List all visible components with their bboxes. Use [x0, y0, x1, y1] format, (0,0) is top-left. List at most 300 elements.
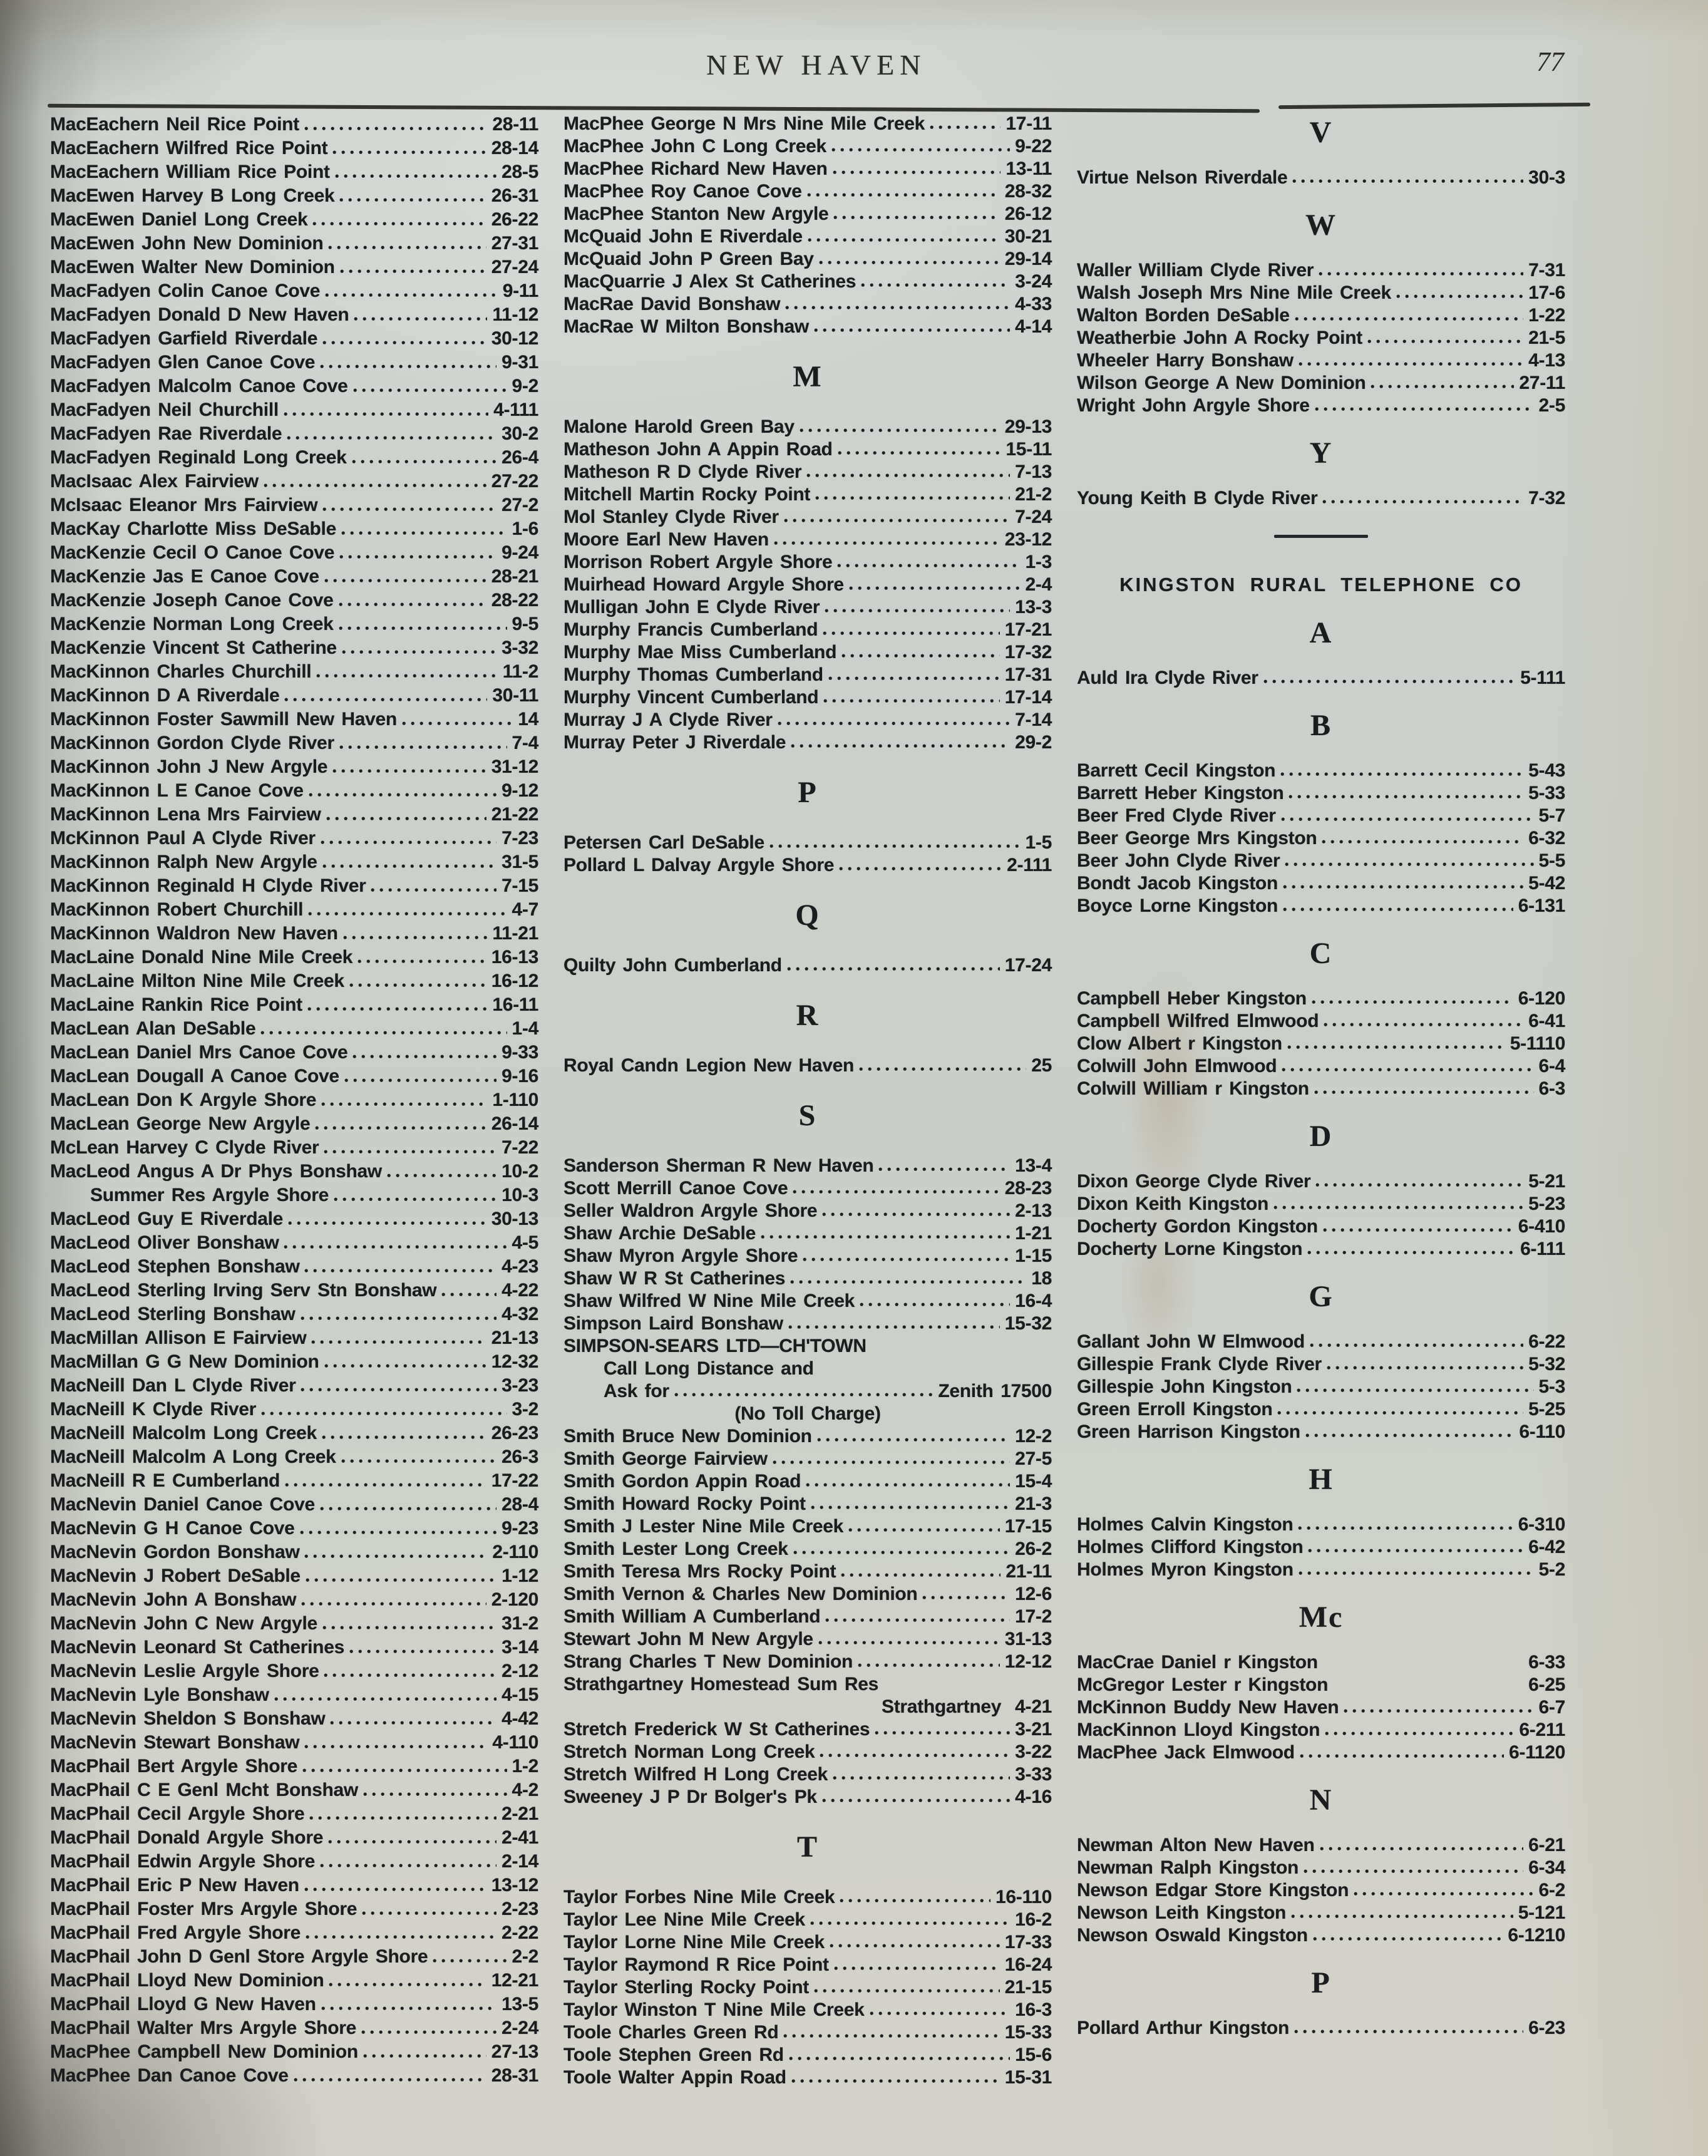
entry-name: MacPhee Campbell New Dominion — [50, 2041, 358, 2062]
directory-entry — [50, 398, 538, 422]
entry-number: 6-42 — [1528, 1537, 1565, 1557]
directory-entry — [50, 969, 538, 993]
dot-leader — [825, 1618, 1010, 1622]
directory-entry — [1077, 1010, 1565, 1033]
entry-name: MacNevin Leonard St Catherines — [50, 1637, 344, 1658]
dot-leader — [387, 1173, 496, 1178]
entry-name: Muirhead Howard Argyle Shore — [563, 574, 844, 595]
entry-name: Holmes Clifford Kingston — [1077, 1537, 1304, 1557]
directory-entry — [50, 1207, 538, 1231]
dot-leader — [284, 1245, 507, 1249]
entry-number: 26-4 — [502, 447, 538, 468]
dot-leader — [306, 1935, 496, 1939]
dot-leader — [261, 1411, 507, 1416]
entry-name: Murphy Mae Miss Cumberland — [563, 642, 837, 663]
directory-entry — [1077, 1376, 1565, 1398]
dot-leader — [1263, 679, 1515, 684]
entry-number: 31-2 — [502, 1613, 538, 1634]
entry-name: Murphy Thomas Cumberland — [563, 664, 823, 685]
section-heading: Y — [1309, 436, 1333, 470]
directory-entry — [563, 1538, 1052, 1560]
entry-name: MacKenzie Vincent St Catherine — [50, 637, 337, 658]
dot-leader — [1354, 1892, 1533, 1896]
entry-name: MacEachern William Rice Point — [50, 162, 330, 182]
entry-number: 2-120 — [491, 1589, 538, 1610]
directory-entry — [563, 113, 1052, 135]
directory-entry — [50, 755, 538, 779]
entry-number: 17-15 — [1004, 1516, 1052, 1537]
entry-number: 7-22 — [502, 1137, 538, 1158]
directory-entry — [563, 709, 1052, 731]
entry-name: MacFadyen Glen Canoe Cove — [50, 352, 316, 373]
directory-entry — [563, 158, 1052, 180]
directory-entry — [1077, 372, 1565, 395]
entry-name: MacNeill R E Cumberland — [50, 1470, 280, 1491]
entry-name: MacNeill Dan L Clyde River — [50, 1375, 296, 1396]
directory-entry — [563, 1786, 1052, 1808]
entry-name: MacLaine Milton Nine Mile Creek — [50, 971, 344, 991]
dot-leader — [808, 238, 1000, 242]
entry-number: 11-21 — [492, 923, 538, 944]
entry-number: 12-12 — [1004, 1651, 1052, 1672]
entry-number: 26-12 — [1004, 204, 1052, 224]
entry-number: 16-2 — [1015, 1909, 1052, 1930]
entry-number: 2-13 — [1015, 1200, 1052, 1221]
entry-number: 3-23 — [502, 1375, 538, 1396]
entry-name: Beer John Clyde River — [1077, 850, 1280, 871]
directory-entry — [563, 1222, 1052, 1245]
entry-number: 28-14 — [491, 138, 538, 158]
entry-number: 9-31 — [502, 352, 538, 373]
directory-entry — [1077, 327, 1565, 349]
dot-leader — [361, 2030, 496, 2035]
directory-entry — [1077, 1055, 1565, 1078]
section-heading: S — [798, 1099, 817, 1132]
dot-leader — [769, 844, 1021, 848]
entry-number: 15-33 — [1004, 2022, 1052, 2043]
directory-entry — [50, 1279, 538, 1302]
entry-number: 6-41 — [1528, 1011, 1565, 1031]
dot-leader — [840, 1899, 990, 1903]
dot-leader — [774, 541, 1000, 545]
directory-entry — [50, 1160, 538, 1184]
entry-name: MacLean Daniel Mrs Canoe Cove — [50, 1042, 348, 1063]
directory-entry — [1077, 895, 1565, 917]
dot-leader — [307, 1007, 488, 1011]
dot-leader — [284, 698, 487, 702]
header-rule-right — [1278, 103, 1590, 109]
directory-entry — [1077, 850, 1565, 872]
dot-leader — [793, 1190, 999, 1194]
directory-entry — [50, 779, 538, 803]
entry-name: Strang Charles T New Dominion — [563, 1651, 853, 1672]
entry-name: MacLeod Sterling Bonshaw — [50, 1304, 296, 1324]
dot-leader — [1312, 1000, 1513, 1004]
entry-number: 7-15 — [502, 875, 538, 896]
entry-number: 30-11 — [492, 685, 538, 706]
dot-leader — [339, 602, 486, 607]
dot-leader — [833, 215, 999, 220]
directory-entry — [50, 660, 538, 684]
section-heading: G — [1309, 1280, 1334, 1313]
entry-name: MacKay Charlotte Miss DeSable — [50, 518, 336, 539]
entry-number: 13-3 — [1015, 597, 1052, 617]
entry-name: MacNevin Daniel Canoe Cove — [50, 1494, 315, 1515]
entry-name: MacPhee Richard New Haven — [563, 158, 828, 179]
directory-entry — [50, 874, 538, 898]
directory-entry — [50, 2040, 538, 2064]
dot-leader — [800, 428, 1000, 433]
directory-entry — [50, 113, 538, 137]
entry-number: 4-2 — [512, 1780, 538, 1800]
section-divider — [1274, 535, 1368, 538]
dot-leader — [838, 451, 1001, 455]
entry-name: Virtue Nelson Riverdale — [1077, 167, 1288, 188]
entry-number: 9-12 — [502, 780, 538, 801]
entry-number: 4-14 — [1015, 316, 1052, 337]
entry-number: 25 — [1031, 1055, 1052, 1076]
entry-name: Royal Candn Legion New Haven — [563, 1055, 855, 1076]
directory-entry — [1077, 1514, 1565, 1536]
dot-leader — [334, 1197, 496, 1202]
entry-name: MacNevin John C New Argyle — [50, 1613, 317, 1634]
directory-entry — [1077, 304, 1565, 327]
entry-name: Scott Merrill Canoe Cove — [563, 1178, 788, 1199]
dot-leader — [328, 1840, 496, 1844]
dot-leader — [362, 1911, 496, 1916]
directory-entry — [50, 1921, 538, 1945]
dot-leader — [1283, 885, 1523, 889]
dot-leader — [363, 2054, 486, 2058]
entry-name: Wright John Argyle Shore — [1077, 395, 1310, 416]
entry-name: Walton Borden DeSable — [1077, 305, 1290, 326]
directory-entry — [1077, 667, 1565, 689]
directory-entry — [563, 1583, 1052, 1606]
dot-leader — [308, 912, 507, 916]
entry-name: MacLeod Oliver Bonshaw — [50, 1232, 279, 1253]
dot-leader — [859, 1067, 1026, 1071]
entry-number: 5-33 — [1528, 783, 1565, 803]
entry-number: 17-31 — [1004, 664, 1052, 685]
dot-leader — [1287, 1045, 1505, 1050]
section-heading: Q — [795, 899, 820, 932]
entry-name: Strathgartney — [881, 1696, 1002, 1717]
entry-number: 1-110 — [492, 1090, 538, 1110]
directory-entry — [50, 1683, 538, 1707]
directory-entry — [563, 1177, 1052, 1200]
entry-number: 10-3 — [502, 1185, 538, 1205]
entry-name: MacRae David Bonshaw — [563, 294, 781, 314]
dot-leader — [304, 1887, 486, 1892]
entry-number: 6-1120 — [1509, 1742, 1565, 1763]
directory-entry — [563, 619, 1052, 641]
entry-number: 5-5 — [1538, 850, 1565, 871]
entry-name: Dixon Keith Kingston — [1077, 1194, 1268, 1214]
dot-leader — [839, 867, 1002, 871]
dot-leader — [315, 1126, 486, 1130]
directory-entry — [1077, 1559, 1565, 1581]
directory-entry — [1077, 259, 1565, 282]
entry-number: 9-33 — [502, 1042, 538, 1063]
dot-leader — [354, 317, 487, 321]
dot-leader — [822, 1798, 1010, 1803]
entry-number: 13-12 — [491, 1875, 538, 1896]
directory-entry — [1077, 167, 1565, 189]
directory-entry — [563, 954, 1052, 977]
entry-name: McQuaid John P Green Bay — [563, 249, 814, 269]
dot-leader — [304, 1745, 487, 1749]
dot-leader — [325, 293, 498, 297]
entry-number: 28-22 — [491, 590, 538, 611]
entry-number: 12-21 — [491, 1970, 538, 1991]
entry-number: 17-14 — [1004, 687, 1052, 708]
directory-entry — [563, 483, 1052, 506]
entry-name: McLean Harvey C Clyde River — [50, 1137, 319, 1158]
dot-leader — [1273, 1205, 1523, 1210]
section-heading: C — [1309, 937, 1333, 970]
dot-leader — [810, 1921, 1010, 1926]
dot-leader — [352, 1055, 496, 1059]
dot-leader — [784, 518, 1010, 523]
directory-entry — [50, 1707, 538, 1731]
directory-entry — [50, 1612, 538, 1636]
entry-number: 1-12 — [502, 1565, 538, 1586]
directory-entry — [50, 1731, 538, 1755]
entry-number: 9-2 — [512, 376, 538, 396]
entry-name: MacNevin John A Bonshaw — [50, 1589, 297, 1610]
dot-leader — [335, 174, 496, 178]
dot-leader — [1300, 1754, 1504, 1758]
dot-leader — [324, 1364, 486, 1368]
dot-leader — [343, 936, 488, 940]
entry-number: 17-33 — [1004, 1932, 1052, 1952]
entry-name: Wheeler Harry Bonshaw — [1077, 350, 1294, 371]
entry-name: Ask for — [604, 1381, 669, 1401]
dot-leader — [339, 198, 486, 202]
directory-entry — [50, 1231, 538, 1255]
directory-entry — [50, 1993, 538, 2016]
entry-name: MacMillan Allison E Fairview — [50, 1328, 307, 1348]
entry-number: 9-24 — [502, 542, 538, 563]
entry-number: 6-310 — [1518, 1514, 1565, 1535]
entry-number: 2-5 — [1538, 395, 1565, 416]
entry-name: Smith Howard Rocky Point — [563, 1493, 806, 1514]
dot-leader — [1313, 1937, 1503, 1941]
directory-entry — [50, 612, 538, 636]
dot-leader — [300, 1530, 497, 1535]
dot-leader — [324, 579, 486, 583]
entry-number: 27-31 — [491, 233, 538, 254]
directory-entry — [1077, 1902, 1565, 1924]
directory-entry — [563, 1493, 1052, 1515]
directory-entry — [50, 1374, 538, 1398]
dot-leader — [788, 1325, 1000, 1329]
dot-leader — [349, 983, 486, 988]
directory-entry — [563, 293, 1052, 316]
directory-entry — [50, 470, 538, 493]
entry-name: MacFadyen Garfield Riverdale — [50, 328, 318, 349]
directory-entry — [563, 641, 1052, 664]
directory-entry — [50, 1659, 538, 1683]
directory-entry — [563, 2021, 1052, 2044]
entry-name: MacMillan G G New Dominion — [50, 1351, 319, 1372]
directory-entry — [563, 1403, 1052, 1425]
dot-leader — [834, 1966, 1000, 1971]
entry-name: Taylor Sterling Rocky Point — [563, 1977, 809, 1998]
entry-number: 7-13 — [1015, 462, 1052, 482]
directory-entry — [563, 1380, 1052, 1403]
directory-entry — [563, 1245, 1052, 1267]
dot-leader — [789, 2056, 1010, 2061]
dot-leader — [321, 840, 496, 845]
entry-name: Pollard Arthur Kingston — [1077, 2018, 1289, 2038]
entry-number: 17-2 — [1015, 1606, 1052, 1627]
entry-number: 5-42 — [1528, 873, 1565, 894]
entry-number: 30-3 — [1528, 167, 1565, 188]
directory-entry — [50, 1350, 538, 1374]
entry-number: 6-25 — [1528, 1674, 1565, 1695]
entry-number: 21-2 — [1015, 484, 1052, 505]
directory-entry — [1077, 282, 1565, 304]
entry-name: MacLean George New Argyle — [50, 1113, 311, 1134]
directory-entry — [50, 946, 538, 969]
directory-column-3 — [1077, 113, 1565, 2040]
directory-entry — [50, 137, 538, 160]
dot-leader — [287, 436, 496, 440]
entry-name: MacKenzie Joseph Canoe Cove — [50, 590, 334, 611]
dot-leader — [1315, 1183, 1523, 1187]
entry-name: McKinnon Buddy New Haven — [1077, 1697, 1339, 1718]
directory-entry — [563, 416, 1052, 438]
entry-number: 16-13 — [491, 947, 538, 967]
dot-leader — [814, 328, 1010, 333]
dot-leader — [773, 1460, 1010, 1465]
entry-name: MacPhail John D Genl Store Argyle Shore — [50, 1946, 428, 1967]
entry-number: 6-7 — [1538, 1697, 1565, 1718]
directory-entry — [50, 1326, 538, 1350]
entry-name: Malone Harold Green Bay — [563, 416, 795, 437]
entry-number: 21-5 — [1528, 328, 1565, 348]
dot-leader — [875, 1731, 1010, 1735]
dot-leader — [806, 1483, 1010, 1487]
entry-name: Newson Leith Kingston — [1077, 1902, 1287, 1923]
dot-leader — [1294, 2030, 1523, 2034]
entry-name: MacPhail Cecil Argyle Shore — [50, 1803, 305, 1824]
dot-leader — [848, 1528, 1000, 1532]
entry-name: Gillespie Frank Clyde River — [1077, 1354, 1322, 1375]
directory-entry — [50, 1421, 538, 1445]
page-number: 77 — [1536, 46, 1564, 77]
dot-leader — [1285, 862, 1533, 867]
directory-entry — [50, 1184, 538, 1207]
entry-number: 28-11 — [492, 114, 538, 135]
entry-name: Docherty Lorne Kingston — [1077, 1239, 1303, 1259]
directory-column-2 — [563, 113, 1052, 2089]
entry-name: Taylor Raymond R Rice Point — [563, 1954, 829, 1975]
entry-name: MacNevin Stewart Bonshaw — [50, 1732, 300, 1753]
dot-leader — [833, 170, 1001, 175]
entry-number: 16-3 — [1015, 1999, 1052, 2020]
entry-name: Clow Albert r Kingston — [1077, 1033, 1282, 1054]
directory-entry — [563, 1886, 1052, 1909]
entry-number: 6-211 — [1519, 1720, 1565, 1740]
entry-number: 14 — [518, 709, 538, 730]
dot-leader — [841, 654, 1000, 658]
directory-entry — [50, 1969, 538, 1993]
entry-number: 1-2 — [512, 1756, 538, 1777]
dot-leader — [324, 1673, 496, 1678]
entry-number: 28-32 — [1004, 181, 1052, 202]
entry-name: Quilty John Cumberland — [563, 955, 782, 976]
entry-number: 4-42 — [502, 1708, 538, 1729]
entry-number: 2-14 — [502, 1851, 538, 1872]
dot-leader — [288, 1221, 486, 1225]
directory-entry — [50, 351, 538, 374]
entry-name: MacKinnon D A Riverdale — [50, 685, 280, 706]
directory-entry — [50, 993, 538, 1017]
entry-number: 3-32 — [502, 637, 538, 658]
directory-entry — [50, 898, 538, 922]
dot-leader — [1304, 1869, 1523, 1874]
dot-leader — [344, 1078, 496, 1083]
directory-entry — [563, 529, 1052, 551]
dot-leader — [825, 609, 1010, 613]
directory-entry — [50, 1398, 538, 1421]
dot-leader — [823, 699, 999, 703]
section-heading: T — [796, 1830, 818, 1864]
entry-number: 17-6 — [1528, 282, 1565, 303]
entry-number: 12-6 — [1015, 1584, 1052, 1604]
directory-entry — [1077, 349, 1565, 372]
entry-number: 2-24 — [502, 2018, 538, 2038]
entry-name: MacFadyen Rae Riverdale — [50, 423, 282, 444]
dot-leader — [330, 1721, 496, 1725]
entry-number: 17-24 — [1004, 955, 1052, 976]
directory-entry — [563, 1718, 1052, 1741]
dot-leader — [1299, 1571, 1534, 1576]
entry-number: 7-4 — [512, 733, 538, 753]
directory-entry — [563, 1931, 1052, 1954]
dot-leader — [301, 1388, 496, 1392]
directory-entry — [563, 1673, 1052, 1696]
directory-entry — [50, 1755, 538, 1778]
entry-name: Campbell Wilfred Elmwood — [1077, 1011, 1319, 1031]
entry-name: MacNevin Sheldon S Bonshaw — [50, 1708, 326, 1729]
directory-entry — [50, 422, 538, 446]
entry-name: Taylor Forbes Nine Mile Creek — [563, 1887, 835, 1907]
entry-name: MacPhail Bert Argyle Shore — [50, 1756, 298, 1777]
entry-number: 7-31 — [1528, 260, 1565, 281]
entry-number: 2-23 — [502, 1899, 538, 1919]
directory-entry — [1077, 1879, 1565, 1902]
entry-number: 4-13 — [1528, 350, 1565, 371]
dot-leader — [320, 1864, 496, 1868]
directory-entry — [1077, 395, 1565, 417]
entry-number: 9-11 — [502, 281, 538, 301]
entry-number: 2-41 — [502, 1827, 538, 1848]
entry-name: Smith Lester Long Creek — [563, 1539, 788, 1559]
entry-name: MacLeod Stephen Bonshaw — [50, 1256, 300, 1277]
directory-entry — [563, 1200, 1052, 1222]
entry-number: 12-2 — [1015, 1426, 1052, 1447]
entry-name: McGregor Lester r Kingston — [1077, 1674, 1329, 1695]
dot-leader — [1325, 1731, 1514, 1736]
entry-number: 29-2 — [1015, 732, 1052, 753]
entry-number: 21-22 — [491, 804, 538, 825]
dot-leader — [793, 1550, 1010, 1555]
entry-name: McIsaac Eleanor Mrs Fairview — [50, 495, 318, 515]
directory-entry — [50, 1826, 538, 1850]
